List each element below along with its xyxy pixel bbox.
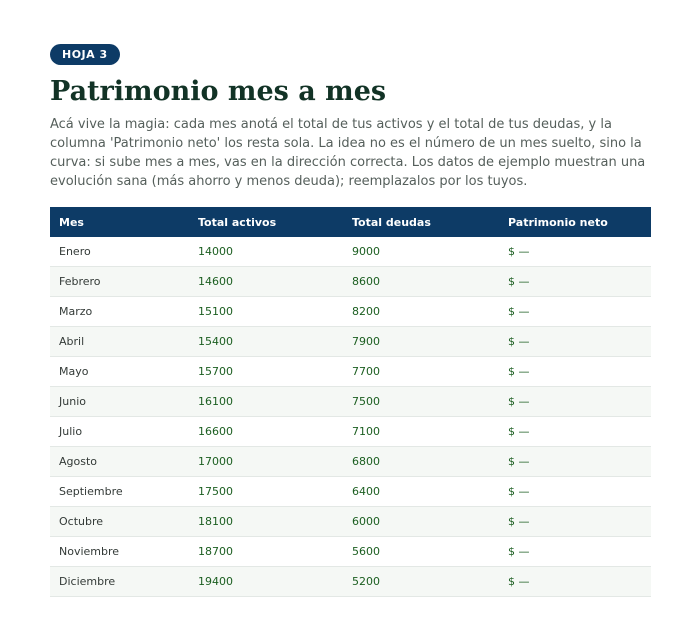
total-debts-cell[interactable]: 7700 xyxy=(343,357,499,387)
month-cell[interactable]: Agosto xyxy=(50,447,189,477)
net-worth-table xyxy=(50,207,651,597)
page-title: Patrimonio mes a mes xyxy=(50,76,387,107)
total-assets-cell[interactable]: 17000 xyxy=(189,447,343,477)
total-debts-cell[interactable]: 5200 xyxy=(343,567,499,597)
total-debts-cell[interactable]: 7500 xyxy=(343,387,499,417)
sheet-badge: HOJA 3 xyxy=(50,44,120,65)
table-row xyxy=(50,237,651,267)
total-assets-cell[interactable]: 18100 xyxy=(189,507,343,537)
table-row xyxy=(50,327,651,357)
month-cell[interactable]: Septiembre xyxy=(50,477,189,507)
table-row xyxy=(50,417,651,447)
net-worth-cell[interactable]: $ — xyxy=(499,387,651,417)
total-debts-cell[interactable]: 6400 xyxy=(343,477,499,507)
table-row xyxy=(50,357,651,387)
total-debts-cell[interactable]: 7100 xyxy=(343,417,499,447)
total-assets-cell[interactable]: 19400 xyxy=(189,567,343,597)
net-worth-cell[interactable]: $ — xyxy=(499,327,651,357)
net-worth-cell[interactable]: $ — xyxy=(499,417,651,447)
total-assets-cell[interactable]: 14600 xyxy=(189,267,343,297)
net-worth-cell[interactable]: $ — xyxy=(499,477,651,507)
total-debts-cell[interactable]: 6000 xyxy=(343,507,499,537)
header-month: Mes xyxy=(50,207,189,237)
table-row xyxy=(50,297,651,327)
header-total-debts: Total deudas xyxy=(343,207,499,237)
total-assets-cell[interactable]: 15100 xyxy=(189,297,343,327)
table-row xyxy=(50,387,651,417)
table-row xyxy=(50,537,651,567)
table-row xyxy=(50,507,651,537)
total-assets-cell[interactable]: 18700 xyxy=(189,537,343,567)
net-worth-cell[interactable]: $ — xyxy=(499,507,651,537)
table-row xyxy=(50,447,651,477)
total-assets-cell[interactable]: 17500 xyxy=(189,477,343,507)
month-cell[interactable]: Marzo xyxy=(50,297,189,327)
total-debts-cell[interactable]: 5600 xyxy=(343,537,499,567)
total-assets-cell[interactable]: 15700 xyxy=(189,357,343,387)
net-worth-cell[interactable]: $ — xyxy=(499,537,651,567)
total-debts-cell[interactable]: 9000 xyxy=(343,237,499,267)
total-debts-cell[interactable]: 6800 xyxy=(343,447,499,477)
table-header-row xyxy=(50,207,651,237)
net-worth-cell[interactable]: $ — xyxy=(499,237,651,267)
table-row xyxy=(50,267,651,297)
total-debts-cell[interactable]: 8200 xyxy=(343,297,499,327)
month-cell[interactable]: Mayo xyxy=(50,357,189,387)
header-net-worth: Patrimonio neto xyxy=(499,207,651,237)
net-worth-cell[interactable]: $ — xyxy=(499,297,651,327)
total-assets-cell[interactable]: 14000 xyxy=(189,237,343,267)
month-cell[interactable]: Noviembre xyxy=(50,537,189,567)
total-assets-cell[interactable]: 16600 xyxy=(189,417,343,447)
table-row xyxy=(50,567,651,597)
month-cell[interactable]: Enero xyxy=(50,237,189,267)
month-cell[interactable]: Febrero xyxy=(50,267,189,297)
total-assets-cell[interactable]: 16100 xyxy=(189,387,343,417)
total-debts-cell[interactable]: 7900 xyxy=(343,327,499,357)
total-debts-cell[interactable]: 8600 xyxy=(343,267,499,297)
table-row xyxy=(50,477,651,507)
net-worth-cell[interactable]: $ — xyxy=(499,357,651,387)
month-cell[interactable]: Julio xyxy=(50,417,189,447)
month-cell[interactable]: Junio xyxy=(50,387,189,417)
month-cell[interactable]: Octubre xyxy=(50,507,189,537)
table-body xyxy=(50,237,651,597)
net-worth-cell[interactable]: $ — xyxy=(499,567,651,597)
month-cell[interactable]: Diciembre xyxy=(50,567,189,597)
net-worth-cell[interactable]: $ — xyxy=(499,447,651,477)
header-total-assets: Total activos xyxy=(189,207,343,237)
total-assets-cell[interactable]: 15400 xyxy=(189,327,343,357)
intro-paragraph: Acá vive la magia: cada mes anotá el total de tus activos y el total de tus deudas, y la columna 'Patrimonio neto' los resta sola. La idea no es el número de un mes suelto, sino la curva: si sube mes a mes, vas en la dirección correcta. Los datos de ejemplo muestran una evolución sana (más ahorro y menos deuda); reemplazalos por los tuyos. xyxy=(50,117,646,189)
month-cell[interactable]: Abril xyxy=(50,327,189,357)
net-worth-cell[interactable]: $ — xyxy=(499,267,651,297)
